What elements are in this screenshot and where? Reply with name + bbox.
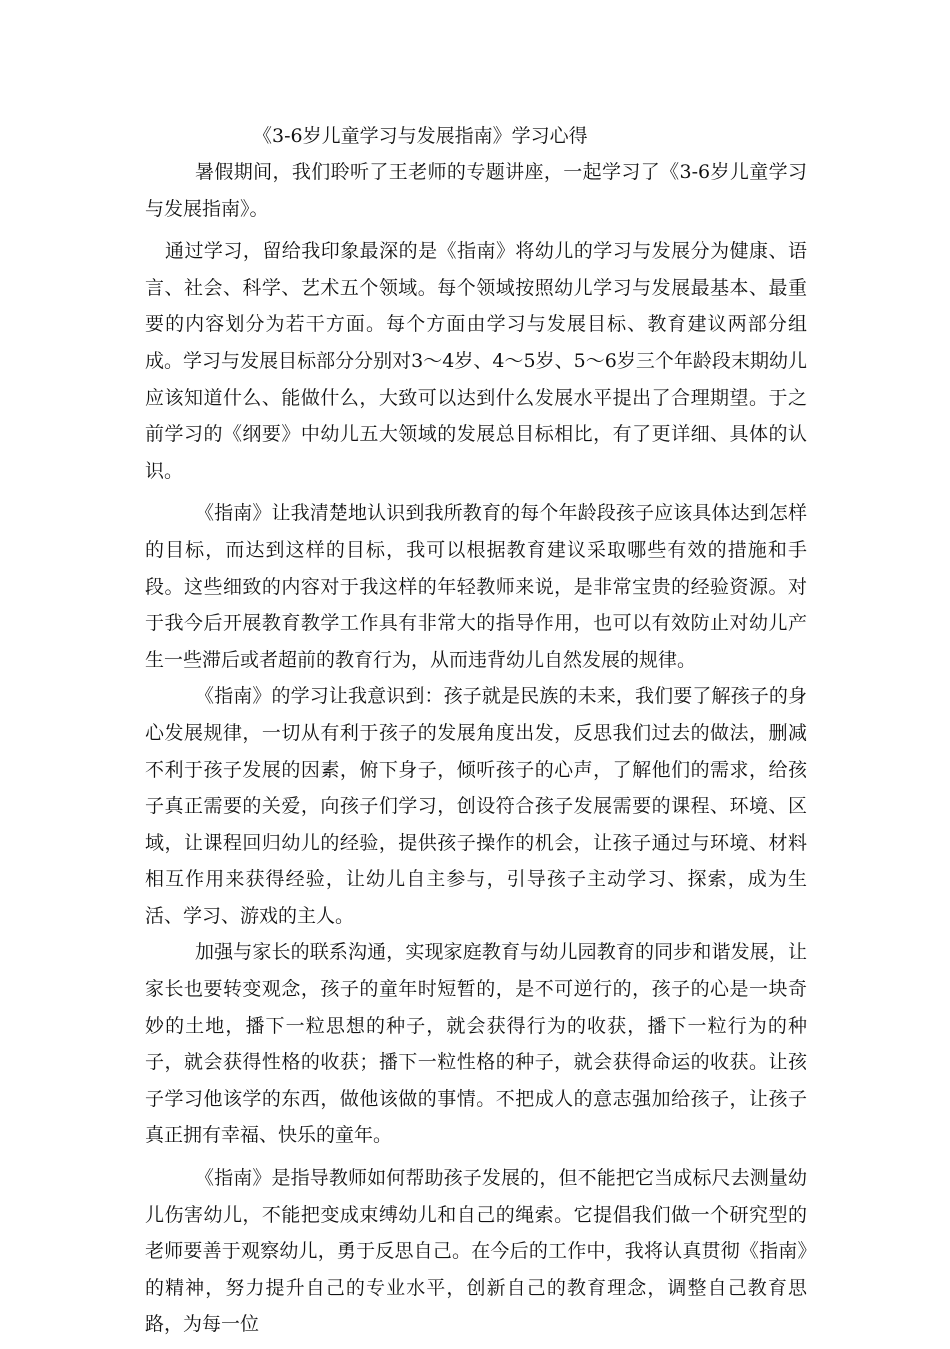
paragraph-intro: 暑假期间，我们聆听了王老师的专题讲座，一起学习了《3-6岁儿童学习与发展指南》。 — [145, 161, 807, 220]
paragraph-goals: 《指南》让我清楚地认识到我所教育的每个年龄段孩子应该具体达到怎样的目标，而达到这样的目标，我可以根据教育建议采取哪些有效的措施和手段。这些细致的内容对于我这样的年轻教师来说，是非常宝贵的经验资源。对于我今后开展教育教学工作具有非常大的指导作用，也可以有效防止对幼儿产生一些滞后或者超前的教育行为，从而违背幼儿自然发展的规律。 — [145, 502, 807, 671]
document-page — [145, 118, 807, 1349]
paragraph-guide-usage: 《指南》是指导教师如何帮助孩子发展的，但不能把它当成标尺去测量幼儿伤害幼儿，不能把变成束缚幼儿和自己的绳索。它提倡我们做一个研究型的老师要善于观察幼儿，勇于反思自己。在今后的工作中，我将认真贯彻《指南》的精神，努力提升自己的专业水平，创新自己的教育理念，调整自己教育思路，为每一位 — [145, 1167, 807, 1336]
document-title: 《3-6岁儿童学习与发展指南》学习心得 — [253, 125, 588, 147]
paragraph-parents: 加强与家长的联系沟通，实现家庭教育与幼儿园教育的同步和谐发展，让家长也要转变观念，孩子的童年时短暂的，是不可逆行的，孩子的心是一块奇妙的土地，播下一粒思想的种子，就会获得行为的收获，播下一粒行为的种子，就会获得性格的收获；播下一粒性格的种子，就会获得命运的收获。让孩子学习他该学的东西，做他该做的事情。不把成人的意志强加给孩子，让孩子真正拥有幸福、快乐的童年。 — [145, 941, 807, 1147]
paragraph-domains: 通过学习，留给我印象最深的是《指南》将幼儿的学习与发展分为健康、语言、社会、科学、艺术五个领域。每个领域按照幼儿学习与发展最基本、最重要的内容划分为若干方面。每个方面由学习与发展目标、教育建议两部分组成。学习与发展目标部分分别对3～4岁、4～5岁、5～6岁三个年龄段末期幼儿应该知道什么、能做什么，大致可以达到什么发展水平提出了合理期望。于之前学习的《纲要》中幼儿五大领域的发展总目标相比，有了更详细、具体的认识。 — [145, 240, 807, 482]
paragraph-children-future: 《指南》的学习让我意识到：孩子就是民族的未来，我们要了解孩子的身心发展规律，一切从有利于孩子的发展角度出发，反思我们过去的做法，删减不利于孩子发展的因素，俯下身子，倾听孩子的心声，了解他们的需求，给孩子真正需要的关爱，向孩子们学习，创设符合孩子发展需要的课程、环境、区域，让课程回归幼儿的经验，提供孩子操作的机会，让孩子通过与环境、材料相互作用来获得经验，让幼儿自主参与，引导孩子主动学习、探索，成为生活、学习、游戏的主人。 — [145, 685, 807, 927]
